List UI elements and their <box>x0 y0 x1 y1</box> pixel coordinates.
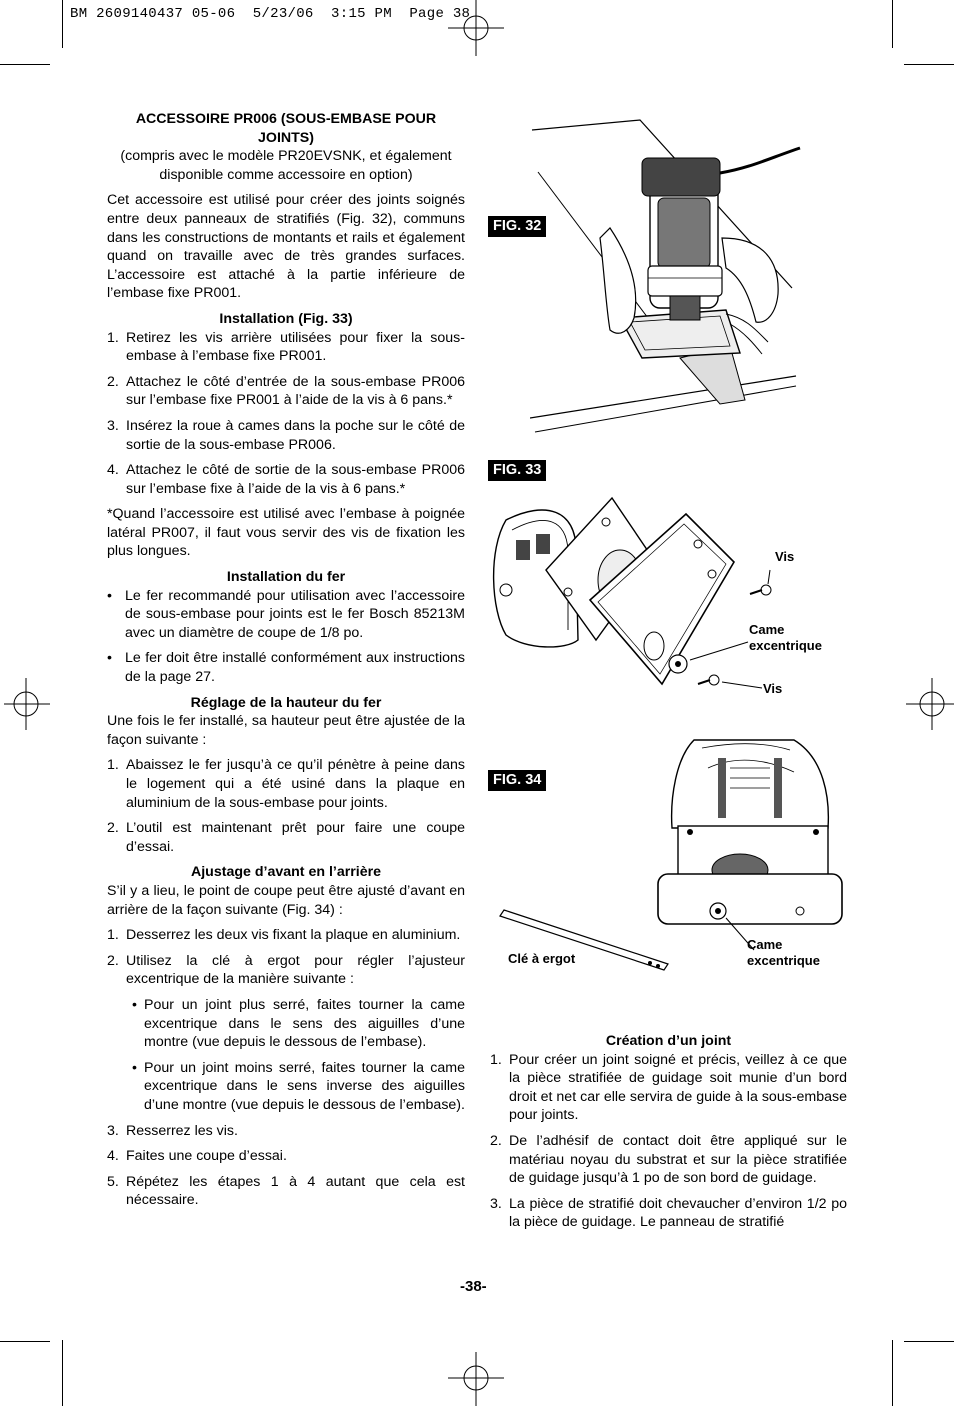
adjust-intro: S’il y a lieu, le point de coupe peut être ajusté d’avant en arrière de la façon suivante (Fig. 34) : <box>107 882 465 918</box>
intro-paragraph: Cet accessoire est utilisé pour créer des joints soignés entre deux panneaux de stratifiés (Fig. 32), communs dans les constructions de montants et rails et également quand on travaille avec de très grandes surfaces. L’accessoire est attaché à la partie inférieure de l’embase fixe PR001. <box>107 192 465 302</box>
adjust-step-4: 4. Faites une coupe d’essai. <box>107 1148 287 1165</box>
bit-install-heading: Installation du fer <box>226 569 346 586</box>
fig-33-vis-top-label: Vis <box>775 549 795 564</box>
fig-32-label: FIG. 32 <box>488 216 546 237</box>
fig-33-label: FIG. 33 <box>488 460 546 481</box>
adjust-step-5: 5. Répétez les étapes 1 à 4 autant que cela est nécessaire. <box>107 1173 465 1209</box>
install-step-3: 3. Insérez la roue à cames dans la poche sur le côté de sortie de la sous-embase PR006. <box>107 417 465 453</box>
adjust-sub-bullet-1: • Pour un joint plus serré, faites tourner la came excentrique dans le sens des aiguilles d’une montre (vue depuis le dessous de l’embase). <box>132 996 465 1051</box>
fig-33-vis-bottom-label: Vis <box>763 681 783 696</box>
height-step-2: 2. L’outil est maintenant prêt pour faire une coupe d’essai. <box>107 820 465 855</box>
registration-mark-bottom <box>448 1350 508 1406</box>
bit-bullet-1: • Le fer recommandé pour utilisation avec l’accessoire de sous-embase pour joints est le fer Bosch 85213M avec un diamètre de coupe de 1/8 po. <box>107 587 465 641</box>
height-step-1: 1. Abaissez le fer jusqu’à ce qu’il pénètre à peine dans le logement qui a été usiné dans la plaque en aluminium de la sous-embase pour joints. <box>107 757 465 811</box>
height-heading: Réglage de la hauteur du fer <box>190 694 382 711</box>
registration-mark-left <box>4 676 52 732</box>
install-step-2: 2. Attachez le côté d’entrée de la sous-embase PR006 sur l’embase fixe PR001 à l’aide de la vis à 6 pans.* <box>107 373 465 409</box>
fig-34-came-label: Came excentrique <box>747 937 820 968</box>
height-intro: Une fois le fer installé, sa hauteur peut être ajustée de la façon suivante : <box>107 713 465 748</box>
adjust-step-3: 3. Resserrez les vis. <box>107 1122 238 1139</box>
accessory-subtitle: (compris avec le modèle PR20EVSNK, et également disponible comme accessoire en option) <box>120 148 452 183</box>
bit-bullet-2: • Le fer doit être installé conformément aux instructions de la page 27. <box>107 650 465 686</box>
joint-heading: Création d’un joint <box>605 1033 732 1049</box>
adjust-step-2: 2. Utilisez la clé à ergot pour régler l’ajusteur excentrique de la manière suivante : <box>107 952 465 988</box>
joint-step-2: 2. De l’adhésif de contact doit être appliqué sur le matériau noyau du substrat et sur la pièce stratifiée de guidage jusqu’à 1 po de son bord de guidage. <box>490 1132 847 1187</box>
left-column <box>107 110 465 1210</box>
registration-mark-right <box>904 676 954 732</box>
fig-33-sub-base-illustration <box>486 490 786 690</box>
adjust-heading: Ajustage d’avant en l’arrière <box>190 864 382 881</box>
accessory-title: ACCESSOIRE PR006 (SOUS-EMBASE POUR JOINTS) <box>135 111 437 146</box>
right-column <box>490 1032 847 1232</box>
installation-heading: Installation (Fig. 33) <box>219 310 353 327</box>
adjust-sub-bullet-2: • Pour un joint moins serré, faites tourner la came excentrique dans le sens inverse des aiguilles d’une montre (vue depuis le dessous de l’embase). <box>132 1059 465 1113</box>
print-slug: BM 2609140437 05-06 5/23/06 3:15 PM Page 38 <box>70 6 471 22</box>
install-step-1: 1. Retirez les vis arrière utilisées pour fixer la sous-embase à l’embase fixe PR001. <box>107 329 465 365</box>
fig-33-came-label: Came excentrique <box>749 622 822 653</box>
page-number: -38- <box>460 1278 487 1295</box>
install-note: *Quand l’accessoire est utilisé avec l’embase à poignée latéral PR007, il faut vous servir des vis de fixation les plus longues. <box>107 506 465 560</box>
fig-34-label: FIG. 34 <box>488 770 546 791</box>
joint-step-3: 3. La pièce de stratifié doit chevaucher d’environ 1/2 po la pièce de guidage. Le panneau de stratifié <box>490 1195 847 1231</box>
fig-32-router-illustration <box>530 118 810 438</box>
joint-step-1: 1. Pour créer un joint soigné et précis, veillez à ce que la pièce stratifiée de guidage soit munie d’un bord droit et net car elle servira de guide à la sous-embase pour joints. <box>490 1051 847 1124</box>
adjust-step-1: 1. Desserrez les deux vis fixant la plaque en aluminium. <box>107 927 461 944</box>
fig-34-cle-label: Clé à ergot <box>508 951 576 966</box>
registration-mark-top <box>448 0 508 60</box>
install-step-4: 4. Attachez le côté de sortie de la sous-embase PR006 sur l’embase fixe à l’aide de la vis à 6 pans.* <box>107 462 465 497</box>
